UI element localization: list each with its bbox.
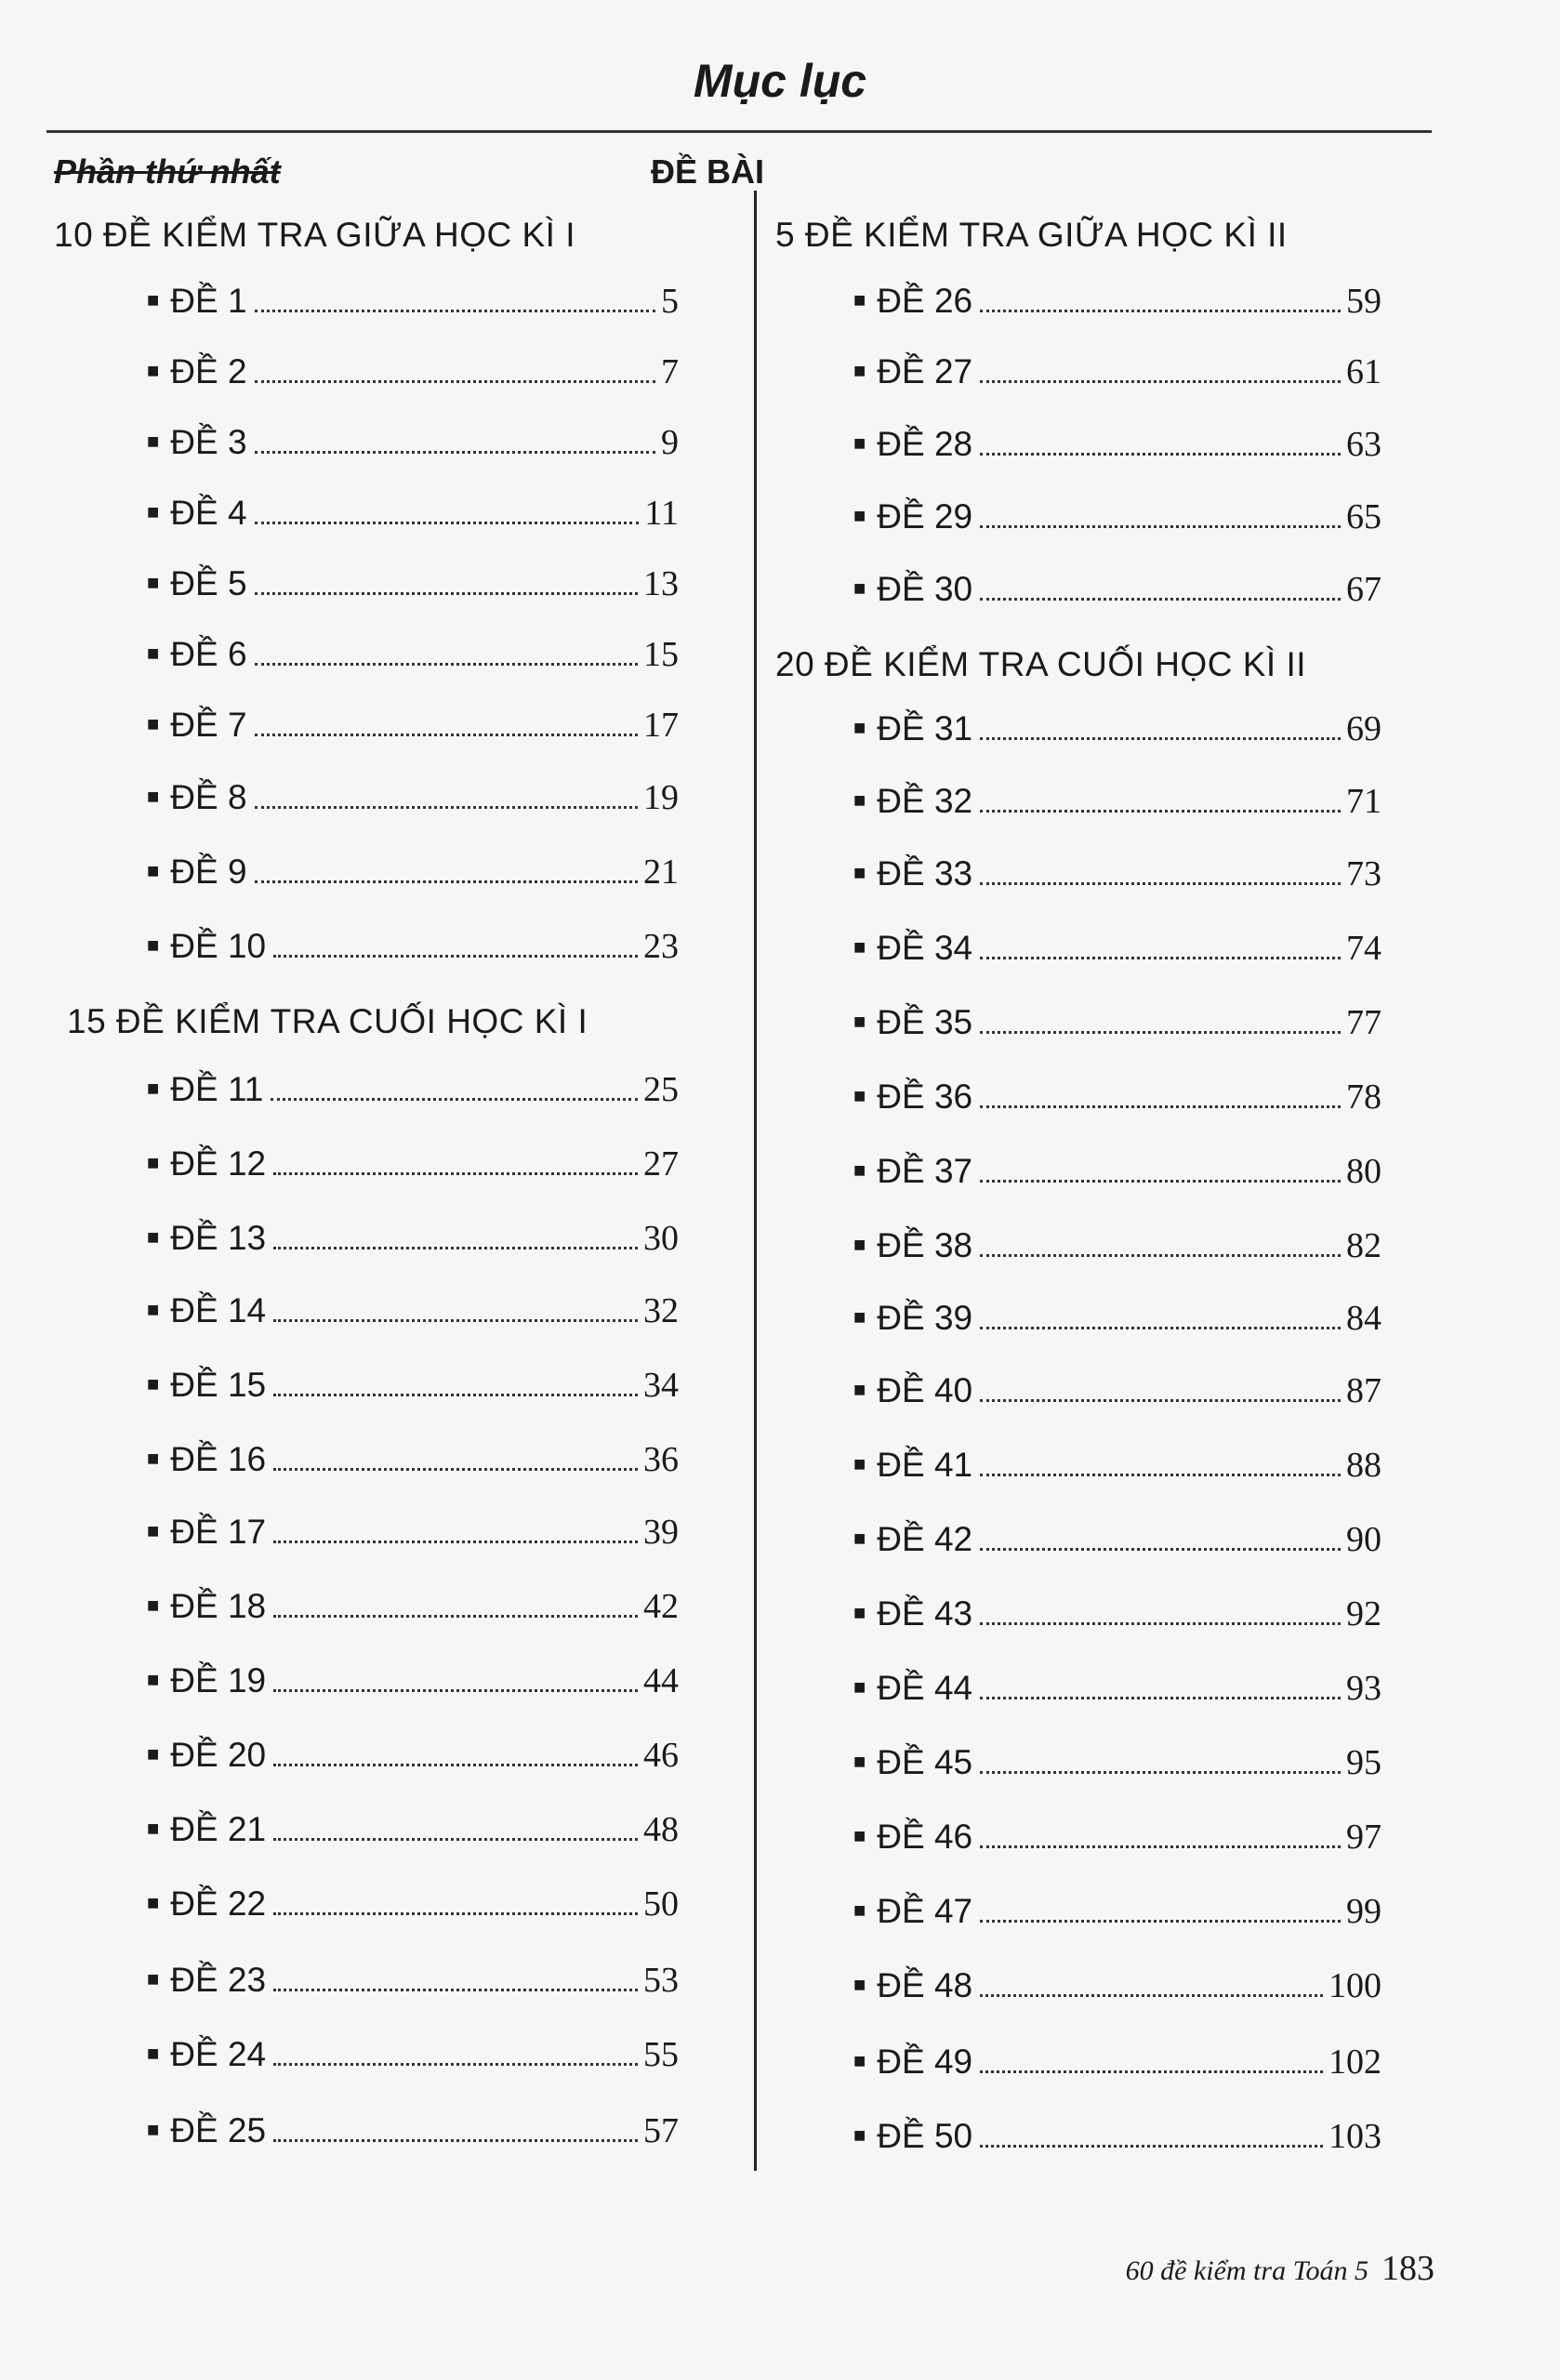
toc-entry-de-1[interactable]: [147, 281, 679, 327]
entry-label: ĐỀ 32: [877, 782, 973, 820]
entry-label: ĐỀ 8: [170, 778, 247, 816]
bullet-icon: ■: [853, 1527, 866, 1550]
dot-leader: [980, 810, 1341, 813]
bullet-icon: ■: [147, 1077, 160, 1100]
bullet-icon: ■: [853, 1084, 866, 1107]
dot-leader: [980, 1697, 1341, 1699]
entry-page-number: 39: [643, 1513, 679, 1552]
bullet-icon: ■: [853, 359, 866, 382]
entry-page-number: 55: [643, 2035, 679, 2074]
toc-entry-de-29[interactable]: [853, 496, 1382, 543]
entry-label: ĐỀ 17: [170, 1513, 267, 1551]
entry-label: ĐỀ 46: [877, 1818, 973, 1856]
toc-entry-de-10[interactable]: [147, 926, 679, 972]
entry-label: ĐỀ 38: [877, 1226, 973, 1264]
bullet-icon: ■: [147, 641, 160, 665]
part-label: Phần thứ nhất: [54, 152, 281, 191]
toc-entry-de-18[interactable]: [147, 1586, 679, 1633]
entry-page-number: 36: [643, 1440, 679, 1479]
bullet-icon: ■: [147, 859, 160, 882]
dot-leader: [980, 1994, 1323, 1997]
toc-entry-de-19[interactable]: [147, 1660, 679, 1707]
toc-entry-de-8[interactable]: [147, 777, 679, 824]
dot-leader: [980, 1105, 1341, 1108]
entry-label: ĐỀ 43: [877, 1594, 973, 1633]
dot-leader: [980, 1548, 1341, 1551]
bullet-icon: ■: [853, 716, 866, 739]
dot-leader: [273, 1838, 638, 1841]
entry-label: ĐỀ 31: [877, 709, 973, 747]
entry-page-number: 97: [1346, 1818, 1382, 1857]
dot-leader: [273, 1319, 638, 1322]
bullet-icon: ■: [853, 1675, 866, 1699]
bullet-icon: ■: [853, 1898, 866, 1922]
dot-leader: [273, 1689, 638, 1692]
entry-page-number: 78: [1346, 1078, 1382, 1117]
entry-label: ĐỀ 44: [877, 1669, 973, 1707]
toc-entry-de-39[interactable]: [853, 1298, 1382, 1344]
entry-label: ĐỀ 25: [170, 2111, 267, 2149]
entry-page-number: 59: [1346, 282, 1382, 321]
bullet-icon: ■: [147, 1668, 160, 1691]
footer-book-title: 60 đề kiểm tra Toán 5: [1125, 2255, 1368, 2286]
bullet-icon: ■: [147, 1447, 160, 1470]
entry-label: ĐỀ 42: [877, 1520, 973, 1558]
dot-leader: [255, 734, 638, 736]
bullet-icon: ■: [853, 1452, 866, 1475]
entry-page-number: 82: [1346, 1226, 1382, 1265]
dot-leader: [980, 1180, 1341, 1183]
entry-label: ĐỀ 12: [170, 1144, 267, 1183]
toc-entry-de-9[interactable]: [147, 852, 679, 898]
dot-leader: [980, 1327, 1341, 1329]
dot-leader: [255, 522, 640, 524]
footer-page-number: 183: [1382, 2249, 1434, 2288]
dot-leader: [255, 592, 638, 595]
dot-leader: [255, 310, 655, 312]
entry-label: ĐỀ 36: [877, 1078, 973, 1116]
dot-leader: [980, 525, 1341, 528]
page-title: Mục lục: [693, 55, 867, 107]
toc-entry-de-31[interactable]: [853, 708, 1382, 755]
dot-leader: [980, 957, 1341, 959]
page-footer: [1126, 2248, 1434, 2289]
toc-entry-de-36[interactable]: [853, 1077, 1382, 1123]
dot-leader: [980, 2070, 1323, 2073]
entry-page-number: 57: [643, 2111, 679, 2150]
dot-leader: [980, 380, 1341, 383]
entry-label: ĐỀ 7: [170, 706, 247, 744]
bullet-icon: ■: [147, 359, 160, 382]
toc-entry-de-33[interactable]: [853, 853, 1382, 900]
toc-entry-de-15[interactable]: [147, 1365, 679, 1411]
entry-page-number: 5: [661, 282, 679, 321]
toc-entry-de-46[interactable]: [853, 1817, 1382, 1863]
entry-label: ĐỀ 20: [170, 1736, 267, 1774]
dot-leader: [980, 1254, 1341, 1257]
bullet-icon: ■: [147, 1519, 160, 1542]
toc-entry-de-35[interactable]: [853, 1002, 1382, 1049]
dot-leader: [980, 1622, 1341, 1625]
dot-leader: [255, 380, 655, 383]
toc-entry-de-25[interactable]: [147, 2110, 679, 2157]
dot-leader: [980, 598, 1341, 601]
entry-page-number: 93: [1346, 1669, 1382, 1708]
entry-label: ĐỀ 24: [170, 2035, 267, 2073]
entry-page-number: 46: [643, 1736, 679, 1775]
entry-label: ĐỀ 1: [170, 282, 247, 320]
entry-page-number: 9: [661, 423, 679, 462]
toc-entry-de-40[interactable]: [853, 1370, 1382, 1417]
bullet-icon: ■: [147, 2118, 160, 2141]
entry-page-number: 27: [643, 1144, 679, 1183]
bullet-icon: ■: [853, 1601, 866, 1624]
entry-label: ĐỀ 9: [170, 853, 247, 891]
dot-leader: [980, 1399, 1341, 1402]
toc-entry-de-28[interactable]: [853, 424, 1382, 470]
entry-page-number: 21: [643, 853, 679, 892]
entry-label: ĐỀ 6: [170, 635, 247, 673]
entry-label: ĐỀ 28: [877, 425, 973, 463]
toc-entry-de-34[interactable]: [853, 928, 1382, 974]
dot-leader: [273, 1764, 638, 1766]
toc-entry-de-42[interactable]: [853, 1519, 1382, 1566]
toc-entry-de-16[interactable]: [147, 1439, 679, 1486]
entry-page-number: 13: [643, 564, 679, 603]
toc-entry-de-3[interactable]: [147, 422, 679, 469]
bullet-icon: ■: [853, 1305, 866, 1329]
toc-entry-de-37[interactable]: [853, 1151, 1382, 1197]
dot-leader: [273, 2063, 638, 2066]
entry-label: ĐỀ 22: [170, 1884, 267, 1923]
toc-entry-de-14[interactable]: [147, 1290, 679, 1337]
bullet-icon: ■: [853, 1824, 866, 1847]
entry-page-number: 42: [643, 1587, 679, 1626]
entry-page-number: 84: [1346, 1299, 1382, 1338]
entry-label: ĐỀ 16: [170, 1440, 267, 1478]
entry-label: ĐỀ 5: [170, 564, 247, 602]
entry-label: ĐỀ 19: [170, 1661, 267, 1699]
entry-page-number: 103: [1329, 2117, 1382, 2156]
toc-entry-de-24[interactable]: [147, 2034, 679, 2081]
toc-entry-de-44[interactable]: [853, 1668, 1382, 1714]
entry-page-number: 11: [644, 494, 679, 533]
dot-leader: [255, 880, 638, 883]
dot-leader: [980, 1474, 1341, 1476]
toc-entry-de-4[interactable]: [147, 493, 679, 539]
entry-label: ĐỀ 34: [877, 929, 973, 967]
toc-entry-de-17[interactable]: [147, 1512, 679, 1558]
bullet-icon: ■: [147, 288, 160, 311]
entry-page-number: 92: [1346, 1594, 1382, 1633]
entry-page-number: 77: [1346, 1003, 1382, 1042]
entry-label: ĐỀ 33: [877, 854, 973, 892]
entry-page-number: 67: [1346, 570, 1382, 609]
entry-label: ĐỀ 37: [877, 1152, 973, 1190]
dot-leader: [273, 955, 638, 958]
column-divider: [754, 191, 757, 2171]
bullet-icon: ■: [853, 1233, 866, 1256]
toc-entry-de-6[interactable]: [147, 634, 679, 681]
entry-label: ĐỀ 45: [877, 1743, 973, 1781]
toc-entry-de-23[interactable]: [147, 1960, 679, 2006]
entry-page-number: 80: [1346, 1152, 1382, 1191]
entry-page-number: 32: [643, 1291, 679, 1330]
bullet-icon: ■: [147, 785, 160, 808]
bullet-icon: ■: [147, 1891, 160, 1914]
bullet-icon: ■: [147, 2042, 160, 2065]
dot-leader: [271, 1098, 638, 1101]
dot-leader: [273, 1468, 638, 1471]
bullet-icon: ■: [147, 1967, 160, 1990]
bullet-icon: ■: [147, 1593, 160, 1617]
dot-leader: [255, 806, 638, 809]
dot-leader: [273, 1989, 638, 1991]
entry-page-number: 44: [643, 1661, 679, 1700]
dot-leader: [255, 663, 638, 666]
bullet-icon: ■: [853, 1750, 866, 1773]
toc-entry-de-48[interactable]: [853, 1965, 1382, 2012]
dot-leader: [273, 2139, 638, 2142]
bullet-icon: ■: [147, 712, 160, 735]
dot-leader: [273, 1394, 638, 1396]
entry-label: ĐỀ 41: [877, 1446, 973, 1484]
entry-page-number: 53: [643, 1961, 679, 2000]
entry-page-number: 99: [1346, 1892, 1382, 1931]
toc-entry-de-20[interactable]: [147, 1735, 679, 1781]
entry-label: ĐỀ 11: [170, 1070, 264, 1108]
entry-page-number: 25: [643, 1070, 679, 1109]
toc-entry-de-45[interactable]: [853, 1742, 1382, 1789]
bullet-icon: ■: [147, 1151, 160, 1174]
dot-leader: [255, 451, 655, 454]
bullet-icon: ■: [853, 861, 866, 884]
dot-leader: [273, 1540, 638, 1543]
section-heading-giua-hk1: 10 ĐỀ KIỂM TRA GIỮA HỌC KÌ I: [54, 216, 576, 254]
entry-page-number: 30: [643, 1219, 679, 1258]
entry-page-number: 95: [1346, 1743, 1382, 1782]
entry-page-number: 74: [1346, 929, 1382, 968]
entry-label: ĐỀ 47: [877, 1892, 973, 1930]
toc-entry-de-32[interactable]: [853, 781, 1382, 827]
toc-entry-de-22[interactable]: [147, 1884, 679, 1930]
toc-entry-de-38[interactable]: [853, 1225, 1382, 1272]
title-divider: [46, 130, 1432, 133]
bullet-icon: ■: [147, 1225, 160, 1249]
bullet-icon: ■: [853, 2123, 866, 2147]
entry-page-number: 69: [1346, 709, 1382, 748]
dot-leader: [980, 453, 1341, 456]
bullet-icon: ■: [853, 935, 866, 959]
bullet-icon: ■: [147, 1817, 160, 1840]
bullet-icon: ■: [853, 504, 866, 527]
entry-page-number: 71: [1346, 782, 1382, 821]
dot-leader: [980, 310, 1341, 312]
entry-label: ĐỀ 50: [877, 2117, 973, 2155]
toc-entry-de-49[interactable]: [853, 2042, 1382, 2088]
dot-leader: [980, 882, 1341, 885]
entry-label: ĐỀ 40: [877, 1371, 973, 1409]
bullet-icon: ■: [853, 288, 866, 311]
entry-page-number: 102: [1329, 2043, 1382, 2082]
entry-label: ĐỀ 49: [877, 2043, 973, 2081]
bullet-icon: ■: [147, 430, 160, 453]
toc-entry-de-50[interactable]: [853, 2116, 1382, 2162]
toc-entry-de-21[interactable]: [147, 1809, 679, 1856]
entry-label: ĐỀ 4: [170, 494, 247, 532]
entry-label: ĐỀ 14: [170, 1291, 267, 1329]
entry-label: ĐỀ 3: [170, 423, 247, 461]
toc-entry-de-41[interactable]: [853, 1445, 1382, 1491]
entry-page-number: 63: [1346, 425, 1382, 464]
bullet-icon: ■: [853, 431, 866, 455]
toc-entry-de-26[interactable]: [853, 281, 1382, 327]
dot-leader: [980, 737, 1341, 740]
dot-leader: [273, 1912, 638, 1915]
entry-label: ĐỀ 21: [170, 1810, 267, 1848]
entry-page-number: 100: [1329, 1966, 1382, 2005]
entry-label: ĐỀ 10: [170, 927, 267, 965]
entry-label: ĐỀ 18: [170, 1587, 267, 1625]
section-heading-cuoi-hk2: 20 ĐỀ KIỂM TRA CUỐI HỌC KÌ II: [775, 645, 1306, 683]
bullet-icon: ■: [853, 576, 866, 600]
entry-page-number: 48: [643, 1810, 679, 1849]
bullet-icon: ■: [853, 1378, 866, 1401]
bullet-icon: ■: [147, 1298, 160, 1321]
entry-page-number: 50: [643, 1884, 679, 1924]
toc-entry-de-27[interactable]: [853, 351, 1382, 398]
bullet-icon: ■: [147, 1742, 160, 1765]
toc-entry-de-11[interactable]: [147, 1069, 679, 1116]
toc-entry-de-12[interactable]: [147, 1144, 679, 1190]
bullet-icon: ■: [853, 2049, 866, 2072]
entry-label: ĐỀ 26: [877, 282, 973, 320]
bullet-icon: ■: [853, 1973, 866, 1996]
entry-label: ĐỀ 23: [170, 1961, 267, 1999]
entry-page-number: 90: [1346, 1520, 1382, 1559]
toc-entry-de-7[interactable]: [147, 705, 679, 751]
toc-entry-de-47[interactable]: [853, 1891, 1382, 1937]
entry-page-number: 65: [1346, 497, 1382, 536]
dot-leader: [980, 1031, 1341, 1034]
section-heading-cuoi-hk1: 15 ĐỀ KIỂM TRA CUỐI HỌC KÌ I: [67, 1002, 588, 1040]
entry-label: ĐỀ 29: [877, 497, 973, 536]
entry-page-number: 88: [1346, 1446, 1382, 1485]
entry-page-number: 87: [1346, 1371, 1382, 1410]
bullet-icon: ■: [147, 933, 160, 957]
entry-label: ĐỀ 2: [170, 352, 247, 390]
entry-page-number: 17: [643, 706, 679, 745]
entry-page-number: 23: [643, 927, 679, 966]
bullet-icon: ■: [147, 1372, 160, 1395]
dot-leader: [273, 1247, 638, 1250]
dot-leader: [980, 1845, 1341, 1848]
toc-entry-de-13[interactable]: [147, 1218, 679, 1264]
dot-leader: [980, 2145, 1323, 2148]
toc-entry-de-30[interactable]: [853, 569, 1382, 615]
entry-page-number: 7: [661, 352, 679, 391]
entry-label: ĐỀ 15: [170, 1366, 267, 1404]
entry-label: ĐỀ 30: [877, 570, 973, 608]
entry-label: ĐỀ 39: [877, 1299, 973, 1337]
entry-page-number: 61: [1346, 352, 1382, 391]
toc-entry-de-2[interactable]: [147, 351, 679, 398]
toc-entry-de-5[interactable]: [147, 563, 679, 610]
entry-label: ĐỀ 48: [877, 1966, 973, 2004]
section-heading-giua-hk2: 5 ĐỀ KIỂM TRA GIỮA HỌC KÌ II: [775, 216, 1288, 254]
entry-page-number: 73: [1346, 854, 1382, 893]
bullet-icon: ■: [853, 788, 866, 812]
bullet-icon: ■: [853, 1010, 866, 1033]
bullet-icon: ■: [853, 1158, 866, 1182]
dot-leader: [980, 1920, 1341, 1923]
dot-leader: [273, 1615, 638, 1618]
entry-label: ĐỀ 13: [170, 1219, 267, 1257]
entry-page-number: 19: [643, 778, 679, 817]
dot-leader: [980, 1771, 1341, 1774]
entry-label: ĐỀ 35: [877, 1003, 973, 1041]
bullet-icon: ■: [147, 571, 160, 594]
toc-entry-de-43[interactable]: [853, 1593, 1382, 1640]
entry-label: ĐỀ 27: [877, 352, 973, 390]
dot-leader: [273, 1172, 638, 1175]
entry-page-number: 15: [643, 635, 679, 674]
entry-page-number: 34: [643, 1366, 679, 1405]
part-title: ĐỀ BÀI: [651, 152, 765, 191]
bullet-icon: ■: [147, 500, 160, 523]
